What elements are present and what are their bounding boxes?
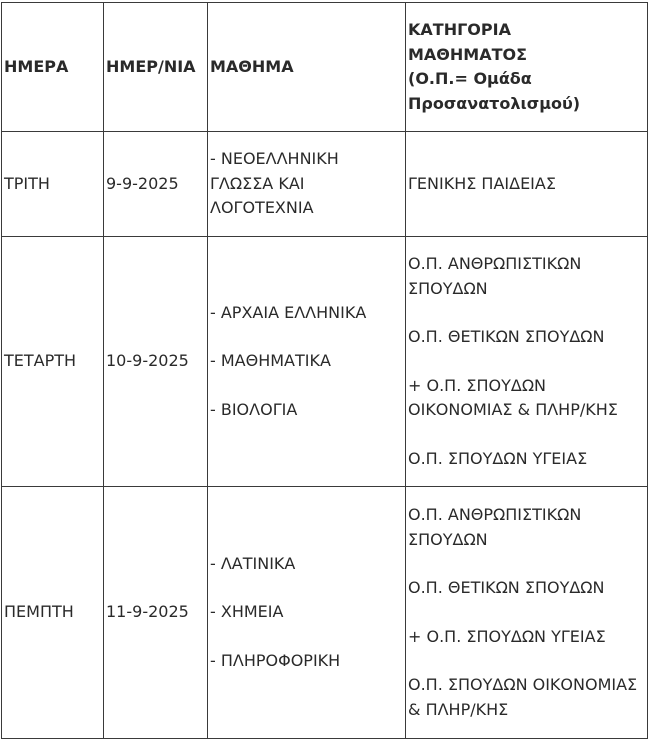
- day-cell: ΠΕΜΠΤΗ: [2, 487, 104, 739]
- category-item: Ο.Π. ΑΝΘΡΩΠΙΣΤΙΚΩΝ ΣΠΟΥΔΩΝ: [408, 254, 582, 298]
- exam-schedule-table: [1, 2, 648, 739]
- header-category: [406, 3, 648, 132]
- table-row: [2, 132, 648, 237]
- subject-cell: [208, 237, 406, 487]
- category-item: Ο.Π. ΘΕΤΙΚΩΝ ΣΠΟΥΔΩΝ: [408, 327, 605, 346]
- category-item: + Ο.Π. ΣΠΟΥΔΩΝ ΟΙΚΟΝΟΜΙΑΣ & ΠΛΗΡ/ΚΗΣ: [408, 375, 618, 419]
- date-cell: 9-9-2025: [104, 132, 208, 237]
- header-subject: ΜΑΘΗΜΑ: [208, 3, 406, 132]
- category-item: + Ο.Π. ΣΠΟΥΔΩΝ ΥΓΕΙΑΣ: [408, 626, 606, 646]
- category-cell: [406, 487, 648, 739]
- header-category-line: ΜΑΘΗΜΑΤΟΣ: [408, 44, 528, 64]
- category-item: Ο.Π. ΣΠΟΥΔΩΝ ΟΙΚΟΝΟΜΙΑΣ & ΠΛΗΡ/ΚΗΣ: [408, 675, 638, 719]
- subject-item: - ΧΗΜΕΙΑ: [210, 602, 284, 622]
- day-cell: ΤΡΙΤΗ: [2, 132, 104, 237]
- header-day: ΗΜΕΡΑ: [2, 3, 104, 132]
- header-row: [2, 3, 648, 132]
- category-item: ΓΕΝΙΚΗΣ ΠΑΙΔΕΙΑΣ: [408, 173, 556, 193]
- subject-cell: [208, 132, 406, 237]
- header-category-line: Προσανατολισμού): [408, 93, 581, 113]
- subject-item: - ΛΑΤΙΝΙΚΑ: [210, 553, 296, 573]
- category-cell: [406, 132, 648, 237]
- category-item: Ο.Π. ΘΕΤΙΚΩΝ ΣΠΟΥΔΩΝ: [408, 578, 605, 597]
- subject-item: - ΠΛΗΡΟΦΟΡΙΚΗ: [210, 650, 341, 670]
- day-cell: ΤΕΤΑΡΤΗ: [2, 237, 104, 487]
- header-date: ΗΜΕΡ/ΝΙΑ: [104, 3, 208, 132]
- date-cell: 11-9-2025: [104, 487, 208, 739]
- header-category-line: (Ο.Π.= Ομάδα: [408, 69, 532, 88]
- header-category-line: ΚΑΤΗΓΟΡΙΑ: [408, 20, 511, 39]
- date-cell: 10-9-2025: [104, 237, 208, 487]
- subject-item: - ΝΕΟΕΛΛΗΝΙΚΗ ΓΛΩΣΣΑ ΚΑΙ ΛΟΓΟΤΕΧΝΙΑ: [210, 149, 339, 218]
- category-item: Ο.Π. ΣΠΟΥΔΩΝ ΥΓΕΙΑΣ: [408, 448, 588, 468]
- table-row: [2, 487, 648, 739]
- category-item: Ο.Π. ΑΝΘΡΩΠΙΣΤΙΚΩΝ ΣΠΟΥΔΩΝ: [408, 505, 582, 549]
- table-row: [2, 237, 648, 487]
- category-cell: [406, 237, 648, 487]
- subject-item: - ΑΡΧΑΙΑ ΕΛΛΗΝΙΚΑ: [210, 302, 367, 322]
- subject-cell: [208, 487, 406, 739]
- subject-item: - ΒΙΟΛΟΓΙΑ: [210, 399, 298, 419]
- subject-item: - ΜΑΘΗΜΑΤΙΚΑ: [210, 351, 331, 371]
